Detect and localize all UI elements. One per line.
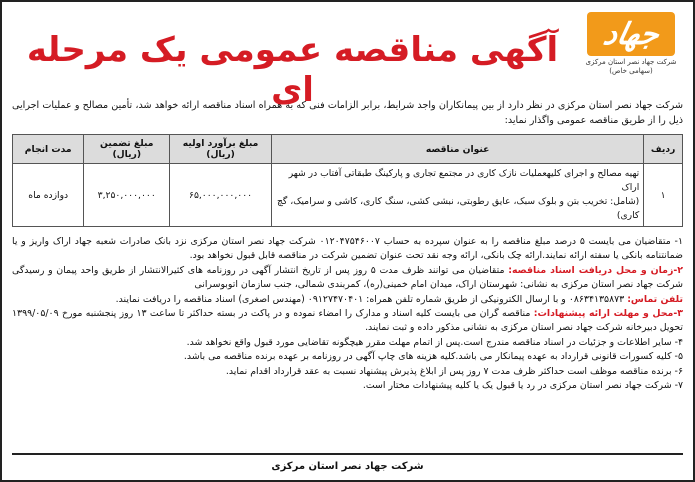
header-bond: مبلغ تضمین (ریال) bbox=[84, 135, 170, 164]
term-item: ۴- سایر اطلاعات و جزئیات در اسناد مناقصه مندرج است.پس از اتمام مهلت مقرر هیچگونه تقاضایی مورد قبول واقع نخواهد شد. bbox=[186, 336, 683, 348]
cell-row-number: ۱ bbox=[644, 164, 683, 227]
cell-estimate: ۶۵,۰۰۰,۰۰۰,۰۰۰ bbox=[170, 164, 272, 227]
notice-title: آگهی مناقصه عمومی یک مرحله ای bbox=[26, 30, 559, 110]
term-item: ۵- کلیه کسورات قانونی قرارداد به عهده پیمانکار می باشد.کلیه هزینه های چاپ آگهی در روزنامه بر عهده برنده مناقصه می باشد. bbox=[183, 351, 683, 363]
cell-title: تهیه مصالح و اجرای کلیهعملیات نازک کاری در مجتمع تجاری و پارکینگ طبقاتی آفتاب در شهر اراک (شامل: تخریب بتن و بلوک سبک، عایق رطوبتی، نبشی کشی، سنگ کاری، کاشی و سرامیک، گچ کاری) bbox=[272, 164, 644, 227]
term-item: ۱- متقاضیان می بایست ۵ درصد مبلغ مناقصه را به عنوان سپرده به حساب ۰۱۲۰۴۷۵۴۶۰۰۷ شرکت جهاد نصر استان مرکزی نزد بانک صادرات شعبه جهاد اراک واریز و یا ضمانتنامه بانکی یا سفته ارائه نمایند.ارائه چک بانکی، ارائه وجه نقد تحت عنوان تضمین شرکت در مناقصه قابل قبول نخواهد بود. bbox=[12, 236, 683, 262]
intro-paragraph: شرکت جهاد نصر استان مرکزی در نظر دارد از بین پیمانکاران واجد شرایط، برابر الزامات فنی که به همراه اسناد مناقصه ارائه خواهد شد، تأمین مصالح و عملیات اجرایی ذیل را از طریق مناقصه عمومی واگذار نماید: bbox=[12, 100, 683, 126]
header-row-number: ردیف bbox=[644, 135, 683, 164]
table-row bbox=[13, 164, 683, 227]
logo-caption: شرکت جهاد نصر استان مرکزی (سهامی خاص) bbox=[585, 58, 677, 75]
footer-company-name: شرکت جهاد نصر استان مرکزی bbox=[12, 453, 683, 472]
header-duration: مدت انجام bbox=[13, 135, 84, 164]
terms-list bbox=[12, 235, 683, 393]
header-estimate: مبلغ برآورد اولیه (ریال) bbox=[170, 135, 272, 164]
company-logo bbox=[585, 12, 677, 90]
logo-mark: جهاد bbox=[587, 12, 675, 56]
term-item: ۶- برنده مناقصه موظف است حداکثر ظرف مدت ۷ روز پس از ابلاغ پذیرش پیشنهاد نسبت به عقد قرارداد اقدام نماید. bbox=[225, 365, 683, 377]
cell-duration: دوازده ماه bbox=[13, 164, 84, 227]
cell-bond: ۳,۲۵۰,۰۰۰,۰۰۰ bbox=[84, 164, 170, 227]
term-item: ۳-محل و مهلت ارائه پیشنهادات: مناقصه گران می بایست کلیه اسناد و مدارک را امضاء نموده و در پاکت در بسته حداکثر تا ساعت ۱۳ روز پنجشنبه مورخ ۱۳۹۹/۰۵/۰۹ تحویل دبیرخانه شرکت جهاد نصر استان مرکزی به نشانی مذکور داده و ثبت نمایند. bbox=[12, 308, 683, 334]
table-header-row bbox=[13, 135, 683, 164]
tender-table bbox=[12, 134, 683, 227]
term-item: ۷- شرکت جهاد نصر استان مرکزی در رد یا قبول یک یا کلیه پیشنهادات مختار است. bbox=[362, 380, 683, 392]
term-item: تلفن تماس: ۰۸۶۳۴۱۳۵۸۷۳ و با ارسال الکترونیکی از طریق شماره تلفن همراه: ۰۹۱۲۷۴۷۰۴۰۱ (مهندس اصغری) اسناد مناقصه را دریافت نمایند. bbox=[115, 293, 683, 305]
header-title: عنوان مناقصه bbox=[272, 135, 644, 164]
header bbox=[12, 8, 683, 110]
term-item: ۲-زمان و محل دریافت اسناد مناقصه: متقاضیان می توانند ظرف مدت ۵ روز پس از تاریخ انتشار آگهی در روزنامه های کثیرالانتشار از طریق واحد پیمان و رسیدگی شرکت جهاد نصر استان مرکزی به نشانی: شهرستان اراک، میدان امام خمینی(ره)، کمربندی شمالی، جنب سازمان اتوبوسرانی bbox=[12, 264, 684, 291]
